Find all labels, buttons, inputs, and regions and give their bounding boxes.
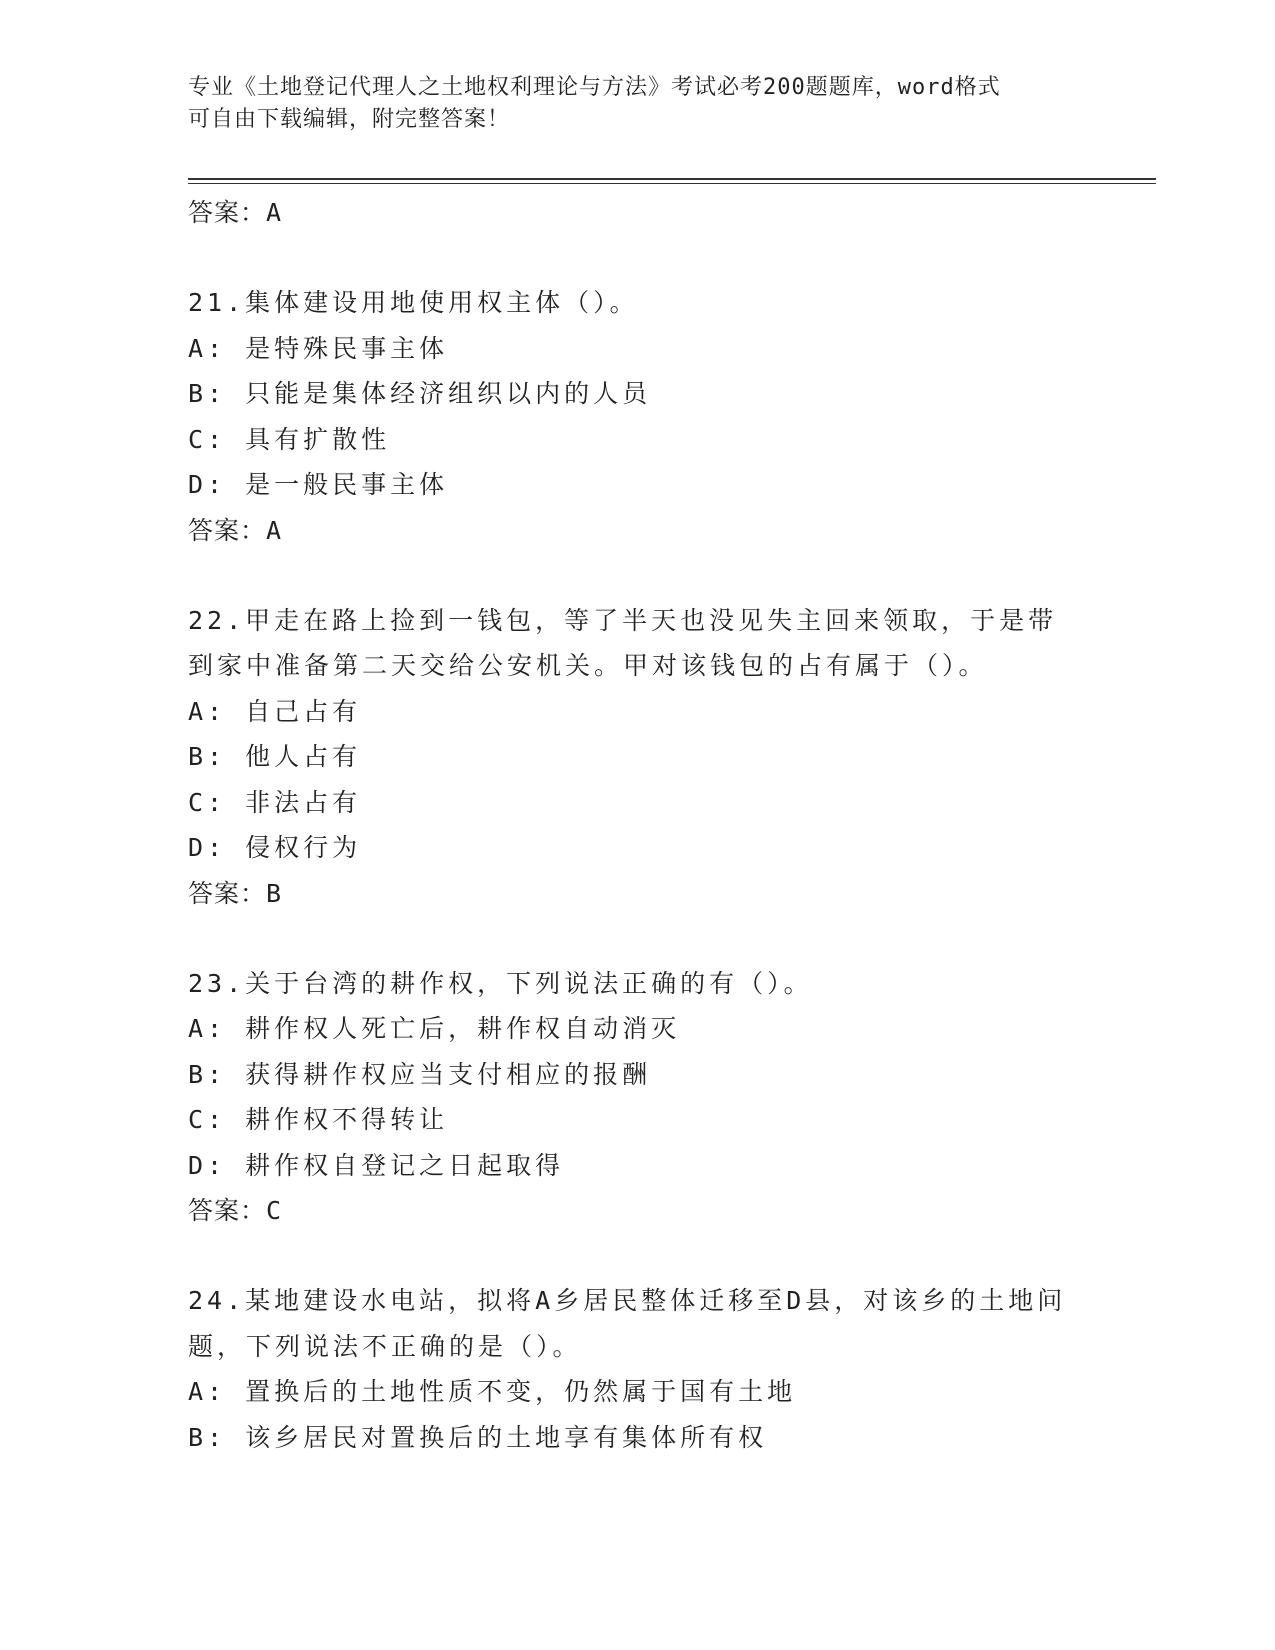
- question-24: [188, 1278, 1088, 1460]
- option-b: B: 他人占有: [188, 742, 362, 771]
- option-d: D: 是一般民事主体: [188, 470, 449, 499]
- document-content: [188, 190, 1088, 1460]
- option-a: A: 置换后的土地性质不变，仍然属于国有土地: [188, 1377, 797, 1406]
- option-b: B: 只能是集体经济组织以内的人员: [188, 379, 652, 408]
- question-text: 24.某地建设水电站，拟将A乡居民整体迁移至D县，对该乡的土地问题，下列说法不正确的是（）。: [188, 1286, 1067, 1361]
- option-d: D: 耕作权自登记之日起取得: [188, 1150, 565, 1180]
- previous-answer: 答案：A: [188, 198, 283, 227]
- option-d: D: 侵权行为: [188, 833, 362, 862]
- header-line-2: 可自由下载编辑，附完整答案！: [188, 107, 511, 132]
- option-b: B: 获得耕作权应当支付相应的报酬: [188, 1059, 652, 1089]
- header-line-1: 专业《土地登记代理人之土地权利理论与方法》考试必考200题题库，word格式: [188, 75, 1001, 100]
- answer: 答案：A: [188, 515, 283, 545]
- document-header: [188, 72, 1068, 136]
- question-text: 21.集体建设用地使用权主体（）。: [188, 288, 639, 317]
- option-a: A: 是特殊民事主体: [188, 333, 449, 363]
- option-a: A: 自己占有: [188, 696, 362, 726]
- header-divider-thick: [188, 178, 1156, 180]
- option-b: B: 该乡居民对置换后的土地享有集体所有权: [188, 1422, 768, 1452]
- option-c: C: 具有扩散性: [188, 424, 391, 454]
- question-text: 23.关于台湾的耕作权，下列说法正确的有（）。: [188, 968, 813, 998]
- header-divider-thin: [188, 183, 1156, 184]
- question-text: 22.甲走在路上捡到一钱包，等了半天也没见失主回来领取，于是带到家中准备第二天交给公安机关。甲对该钱包的占有属于（）。: [188, 605, 1058, 680]
- option-c: C: 非法占有: [188, 787, 362, 817]
- option-a: A: 耕作权人死亡后，耕作权自动消灭: [188, 1014, 681, 1043]
- answer: 答案：B: [188, 878, 283, 908]
- question-21: [188, 280, 1088, 553]
- answer: 答案：C: [188, 1196, 283, 1225]
- question-22: [188, 598, 1088, 916]
- option-c: C: 耕作权不得转让: [188, 1105, 449, 1134]
- question-23: [188, 961, 1088, 1234]
